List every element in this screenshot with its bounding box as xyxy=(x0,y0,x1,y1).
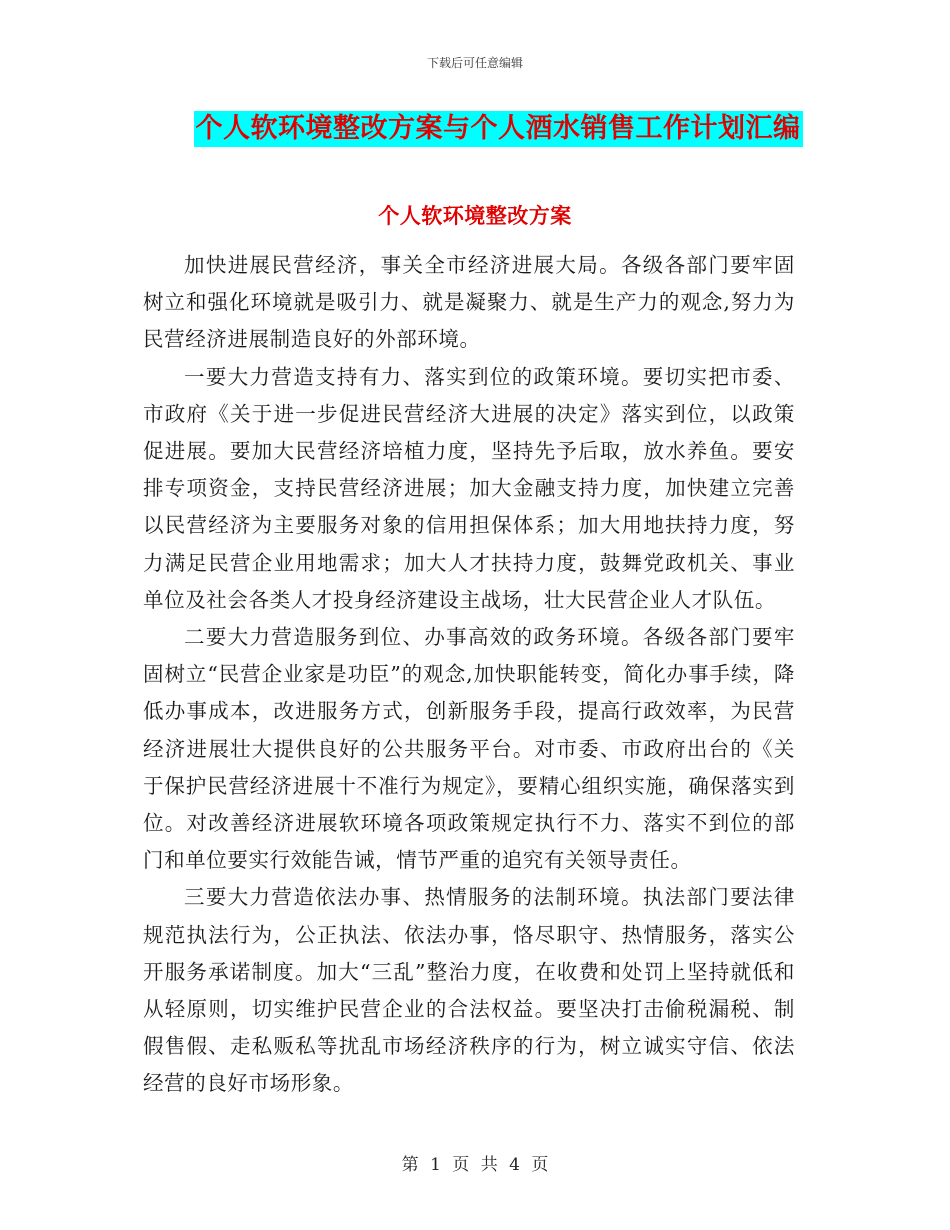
page-footer: 第 1 页 共 4 页 xyxy=(401,1155,549,1175)
paragraph-legal-environment: 三要大力营造依法办事、热情服务的法制环境。执法部门要法律规范执法行为，公正执法、依法办事，恪尽职守、热情服务，落实公开服务承诺制度。加大“三乱”整治力度，在收费和处罚上坚持就低和从轻原则，切实维护民营企业的合法权益。要坚决打击偷税漏税、制假售假、走私贩私等扰乱市场经济秩序的行为，树立诚实守信、依法经营的良好市场形象。 xyxy=(143,885,795,1096)
paragraph-policy-environment: 一要大力营造支持有力、落实到位的政策环境。要切实把市委、市政府《关于进一步促进民营经济大进展的决定》落实到位，以政策促进展。要加大民营经济培植力度，坚持先予后取，放水养鱼。要安排专项资金，支持民营经济进展；加大金融支持力度，加快建立完善以民营经济为主要服务对象的信用担保体系；加大用地扶持力度，努力满足民营企业用地需求；加大人才扶持力度，鼓舞党政机关、事业单位及社会各类人才投身经济建设主战场，壮大民营企业人才队伍。 xyxy=(143,364,795,612)
header-note: 下载后可任意编辑 xyxy=(426,56,523,70)
section-title: 个人软环境整改方案 xyxy=(378,204,572,228)
document-body xyxy=(143,247,795,1103)
main-title-container xyxy=(0,111,950,147)
main-title: 个人软环境整改方案与个人酒水销售工作计划汇编 xyxy=(194,111,803,147)
paragraph-intro: 加快进展民营经济，事关全市经济进展大局。各级各部门要牢固树立和强化环境就是吸引力、就是凝聚力、就是生产力的观念,努力为民营经济进展制造良好的外部环境。 xyxy=(143,253,795,352)
paragraph-government-environment: 二要大力营造服务到位、办事高效的政务环境。各级各部门要牢固树立“民营企业家是功臣”的观念,加快职能转变，简化办事手续，降低办事成本，改进服务方式，创新服务手段，提高行政效率，为民营经济进展壮大提供良好的公共服务平台。对市委、市政府出台的《关于保护民营经济进展十不准行为规定》，要精心组织实施，确保落实到位。对改善经济进展软环境各项政策规定执行不力、落实不到位的部门和单位要实行效能告诫，情节严重的追究有关领导责任。 xyxy=(143,625,795,873)
